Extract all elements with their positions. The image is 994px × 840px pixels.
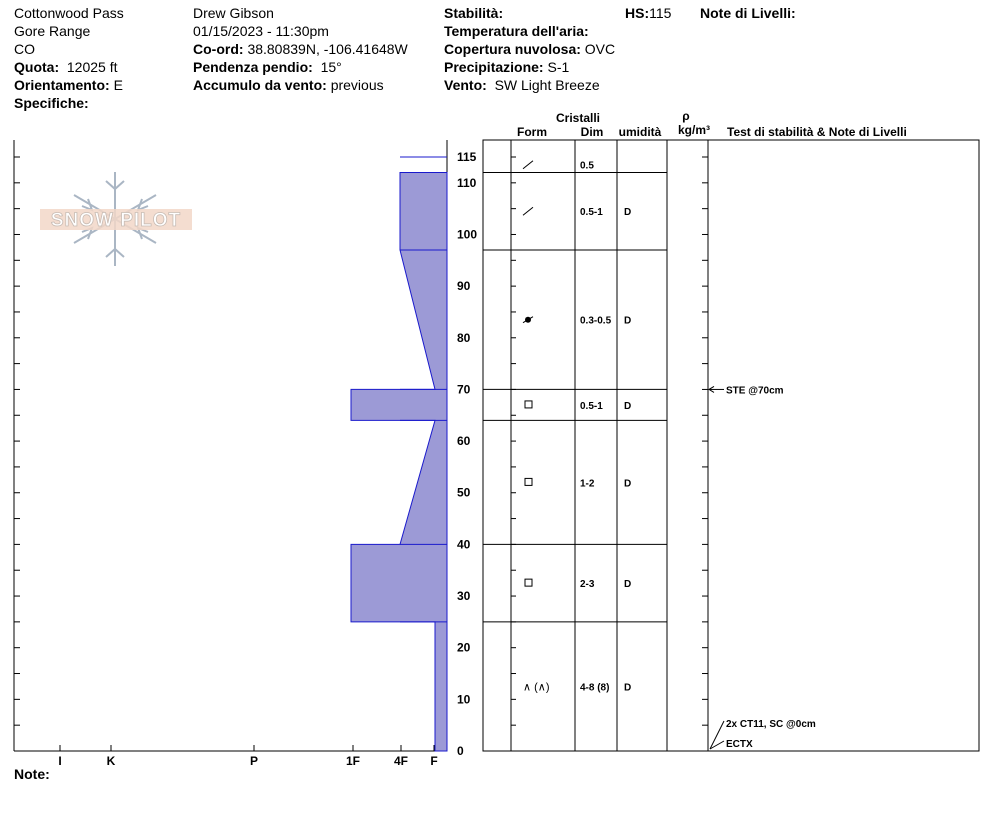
sky-cover-label: Copertura nuvolosa: <box>444 41 581 57</box>
aspect-value: E <box>113 77 123 93</box>
height-tick-label: 0 <box>457 744 464 758</box>
height-tick-label: 50 <box>457 485 471 500</box>
sky-cover-value: OVC <box>584 41 616 57</box>
layer-row <box>523 161 594 172</box>
logo-text: SNOW PILOT <box>50 210 182 231</box>
stability-test-label: ECTX <box>726 739 753 750</box>
height-tick-label: 40 <box>457 537 471 552</box>
layer-grain-size: 4-8 (8) <box>580 682 610 694</box>
wind-label: Vento: <box>444 77 487 93</box>
height-tick-label: 10 <box>457 692 471 707</box>
stability-test <box>709 385 784 396</box>
hardness-label: I <box>58 754 62 768</box>
observer-name: Drew Gibson <box>193 5 274 21</box>
specifics-label: Specifiche: <box>14 95 89 111</box>
wind-loading-value: previous <box>330 77 384 93</box>
layer-grain-size: 0.5-1 <box>580 400 603 412</box>
layer-row <box>525 478 631 489</box>
faceted-crystal-icon <box>525 579 532 586</box>
layer-grain-size: 0.3-0.5 <box>580 315 612 327</box>
layer-wetness: D <box>624 682 632 694</box>
air-temperature-label: Temperatura dell'aria: <box>444 23 589 39</box>
layer-row <box>523 681 631 693</box>
column-header-size: Dim <box>580 125 604 139</box>
snow-height-value: 115 <box>649 5 672 21</box>
wind-value: SW Light Breeze <box>494 77 600 93</box>
stability-test-label: 2x CT11, SC @0cm <box>726 719 816 730</box>
layer-wetness: D <box>624 579 632 591</box>
precipitation-label: Precipitazione: <box>444 59 544 75</box>
height-tick-label: 115 <box>457 150 477 164</box>
decomposing-crystal-icon <box>523 207 533 215</box>
layer-wetness: D <box>624 207 632 219</box>
elevation-value: 12025 ft <box>66 59 118 75</box>
height-tick-label: 90 <box>457 279 471 294</box>
hardness-label: K <box>106 754 116 768</box>
height-tick-label: 100 <box>457 227 478 242</box>
stability-test-label: STE @70cm <box>726 385 784 397</box>
coordinates-label: Co-ord: <box>193 41 244 57</box>
hardness-label: F <box>430 754 438 768</box>
aspect-label: Orientamento: <box>14 77 110 93</box>
height-tick-label: 60 <box>457 434 471 449</box>
column-header-density-symbol: ρ <box>682 109 690 123</box>
column-header-form: Form <box>517 125 547 139</box>
hardness-label: P <box>249 754 259 768</box>
height-tick-label: 30 <box>457 589 471 604</box>
height-tick-label: 70 <box>457 382 471 397</box>
faceted-crystal-icon <box>525 478 532 485</box>
snow-height-label: HS: <box>625 5 650 21</box>
observation-datetime: 01/15/2023 - 11:30pm <box>193 23 329 39</box>
layers-table <box>483 140 979 751</box>
slope-label: Pendenza pendio: <box>193 59 313 75</box>
elevation-label: Quota: <box>14 59 60 75</box>
hardness-label: 1F <box>345 754 361 768</box>
layer-notes-label: Note di Livelli: <box>700 5 796 21</box>
snowpilot-logo <box>40 172 192 266</box>
state-name: CO <box>14 41 35 57</box>
depth-hoar-icon: ∧ (∧) <box>523 681 550 694</box>
layer-row <box>523 316 631 327</box>
layer-wetness: D <box>624 478 632 490</box>
location-name: Cottonwood Pass <box>14 5 124 21</box>
height-tick-label: 110 <box>457 175 477 190</box>
coordinates-value: 38.80839N, -106.41648W <box>247 41 408 57</box>
precipitation-value: S-1 <box>547 59 570 75</box>
range-name: Gore Range <box>14 23 91 39</box>
layer-row <box>525 401 631 412</box>
layer-row <box>523 207 631 218</box>
height-tick-label: 80 <box>457 330 471 345</box>
column-header-tests: Test di stabilità & Note di Livelli <box>727 125 907 139</box>
column-header-wetness: umidità <box>618 125 662 139</box>
layer-wetness: D <box>624 400 632 412</box>
slope-value: 15° <box>320 59 342 75</box>
notes-label: Note: <box>14 766 50 782</box>
layer-grain-size: 1-2 <box>580 478 595 490</box>
hardness-label: 4F <box>393 754 409 768</box>
wind-loading-label: Accumulo da vento: <box>193 77 327 93</box>
column-header-crystals: Cristalli <box>555 111 601 125</box>
layer-grain-size: 0.5 <box>580 160 594 172</box>
column-header-density-unit: kg/m³ <box>677 123 711 137</box>
stability-label: Stabilità: <box>444 5 504 21</box>
stability-test <box>710 739 753 750</box>
hardness-profile <box>351 172 447 751</box>
layer-grain-size: 2-3 <box>580 579 595 591</box>
faceted-crystal-icon <box>525 401 532 408</box>
layer-row <box>525 579 631 590</box>
layer-wetness: D <box>624 315 632 327</box>
decomposing-crystal-icon <box>523 161 533 169</box>
height-tick-label: 20 <box>457 640 471 655</box>
layer-grain-size: 0.5-1 <box>580 207 603 219</box>
